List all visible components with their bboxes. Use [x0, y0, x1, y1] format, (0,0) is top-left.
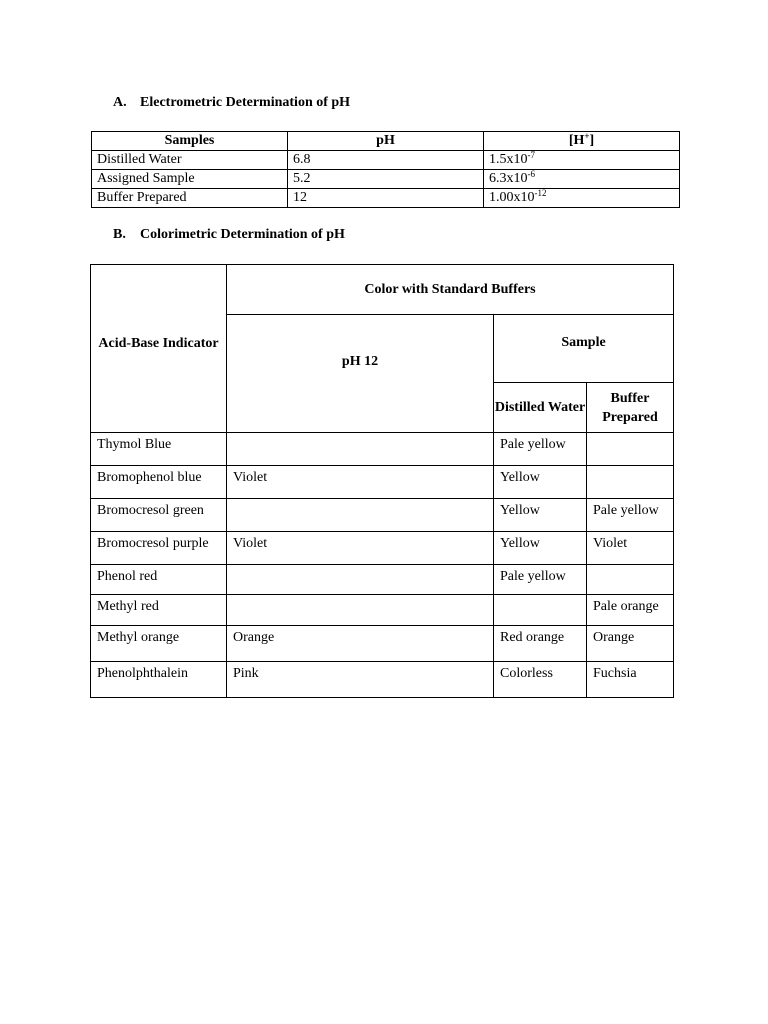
electrometric-table: [91, 131, 680, 208]
indicator-cell: Methyl red: [91, 595, 227, 626]
section-b-title: Colorimetric Determination of pH: [140, 227, 345, 242]
distilled-cell: Yellow: [494, 466, 587, 499]
colorimetric-table: [90, 264, 674, 698]
ph12-cell: [227, 565, 494, 595]
buffer-cell: [587, 565, 674, 595]
table-row: [91, 466, 674, 499]
header-distilled-water: Distilled Water: [494, 383, 587, 433]
table-header-row: [92, 132, 680, 151]
table-row: [91, 662, 674, 698]
indicator-cell: Phenolphthalein: [91, 662, 227, 698]
table-header-row: [91, 265, 674, 315]
header-acid-base-indicator: Acid-Base Indicator: [91, 265, 227, 433]
ph12-cell: Orange: [227, 626, 494, 662]
ph12-cell: Pink: [227, 662, 494, 698]
distilled-cell: Pale yellow: [494, 433, 587, 466]
indicator-cell: Phenol red: [91, 565, 227, 595]
sample-cell: Assigned Sample: [92, 170, 288, 189]
ph12-cell: [227, 433, 494, 466]
indicator-cell: Bromocresol purple: [91, 532, 227, 565]
table-row: [91, 433, 674, 466]
buffer-cell: Fuchsia: [587, 662, 674, 698]
distilled-cell: Colorless: [494, 662, 587, 698]
header-ph12: pH 12: [227, 315, 494, 433]
buffer-cell: Violet: [587, 532, 674, 565]
distilled-cell: Red orange: [494, 626, 587, 662]
ph12-cell: [227, 499, 494, 532]
ph-cell: 12: [288, 189, 484, 208]
header-ph: pH: [288, 132, 484, 151]
section-b-heading: [113, 227, 345, 243]
section-a-heading: [113, 95, 350, 111]
section-a-marker: A.: [113, 95, 127, 110]
ph12-cell: [227, 595, 494, 626]
ph12-cell: Violet: [227, 466, 494, 499]
sample-cell: Distilled Water: [92, 151, 288, 170]
table-row: [92, 151, 680, 170]
table-row: [92, 189, 680, 208]
ph-cell: 6.8: [288, 151, 484, 170]
buffer-cell: Pale orange: [587, 595, 674, 626]
indicator-cell: Bromocresol green: [91, 499, 227, 532]
buffer-cell: [587, 433, 674, 466]
table-row: [91, 595, 674, 626]
indicator-cell: Bromophenol blue: [91, 466, 227, 499]
table-row: [91, 626, 674, 662]
distilled-cell: Pale yellow: [494, 565, 587, 595]
section-b-marker: B.: [113, 227, 126, 242]
table-row: [92, 170, 680, 189]
distilled-cell: [494, 595, 587, 626]
ph-cell: 5.2: [288, 170, 484, 189]
table-row: [91, 532, 674, 565]
table-row: [91, 499, 674, 532]
header-h-concentration: [H+]: [484, 132, 680, 151]
h-cell: $1.00x10^{-12}$: [484, 189, 680, 208]
h-cell: $6.3x10^{-6}$: [484, 170, 680, 189]
distilled-cell: Yellow: [494, 532, 587, 565]
ph12-cell: Violet: [227, 532, 494, 565]
header-samples: Samples: [92, 132, 288, 151]
header-buffer-prepared: Buffer Prepared: [587, 383, 674, 433]
header-sample: Sample: [494, 315, 674, 383]
buffer-cell: Orange: [587, 626, 674, 662]
indicator-cell: Methyl orange: [91, 626, 227, 662]
buffer-cell: Pale yellow: [587, 499, 674, 532]
table-row: [91, 565, 674, 595]
sample-cell: Buffer Prepared: [92, 189, 288, 208]
indicator-cell: Thymol Blue: [91, 433, 227, 466]
header-color-standard-buffers: Color with Standard Buffers: [227, 265, 674, 315]
section-a-title: Electrometric Determination of pH: [140, 95, 351, 110]
h-cell: $1.5x10^{-7}$: [484, 151, 680, 170]
buffer-cell: [587, 466, 674, 499]
distilled-cell: Yellow: [494, 499, 587, 532]
